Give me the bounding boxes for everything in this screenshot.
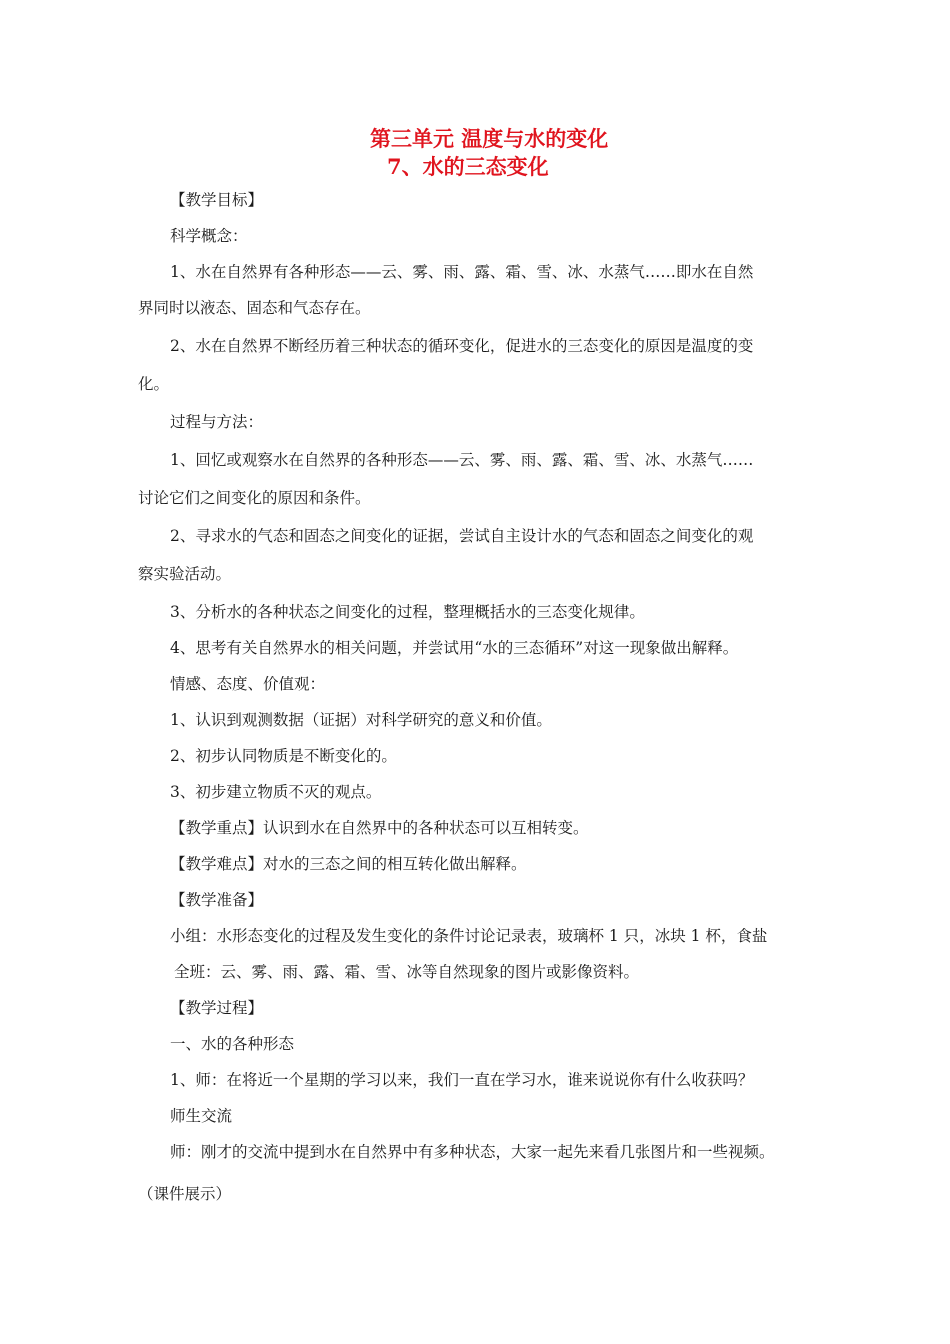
paragraph-line: 1、认识到观测数据（证据）对科学研究的意义和价值。: [170, 711, 552, 729]
subheading-concepts: 科学概念：: [170, 227, 248, 245]
lesson-title: 7、水的三态变化: [387, 154, 549, 179]
paragraph-line: 师：刚才的交流中提到水在自然界中有多种状态，大家一起先来看几张图片和一些视频。: [170, 1143, 775, 1161]
teaching-focus: 【教学重点】认识到水在自然界中的各种状态可以互相转变。: [170, 819, 589, 837]
paragraph-line: （课件展示）: [138, 1185, 232, 1203]
paragraph-line: 师生交流: [170, 1107, 233, 1125]
paragraph-line: 化。: [138, 375, 170, 393]
paragraph-line: 3、初步建立物质不灭的观点。: [170, 783, 382, 801]
paragraph-line: 1、回忆或观察水在自然界的各种形态——云、雾、雨、露、霜、雪、冰、水蒸气……: [170, 451, 754, 469]
paragraph-line: 1、师：在将近一个星期的学习以来，我们一直在学习水，谁来说说你有什么收获吗？: [170, 1071, 754, 1089]
section-heading: 一、水的各种形态: [170, 1035, 295, 1053]
heading-objectives: 【教学目标】: [170, 191, 264, 209]
heading-preparation: 【教学准备】: [170, 891, 264, 909]
paragraph-line: 讨论它们之间变化的原因和条件。: [138, 489, 371, 507]
paragraph-line: 小组：水形态变化的过程及发生变化的条件讨论记录表，玻璃杯 1 只，冰块 1 杯，食盐: [170, 927, 768, 945]
paragraph-line: 全班：云、雾、雨、露、霜、雪、冰等自然现象的图片或影像资料。: [174, 963, 640, 981]
paragraph-line: 1、水在自然界有各种形态——云、雾、雨、露、霜、雪、冰、水蒸气……即水在自然: [170, 263, 754, 281]
paragraph-line: 2、初步认同物质是不断变化的。: [170, 747, 397, 765]
paragraph-line: 界同时以液态、固态和气态存在。: [138, 299, 371, 317]
paragraph-line: 2、寻求水的气态和固态之间变化的证据，尝试自主设计水的气态和固态之间变化的观: [170, 527, 754, 545]
paragraph-line: 察实验活动。: [138, 565, 232, 583]
heading-procedure: 【教学过程】: [170, 999, 264, 1017]
subheading-process: 过程与方法：: [170, 413, 264, 431]
paragraph-line: 2、水在自然界不断经历着三种状态的循环变化，促进水的三态变化的原因是温度的变: [170, 337, 754, 355]
paragraph-line: 4、思考有关自然界水的相关问题，并尝试用“水的三态循环”对这一现象做出解释。: [170, 639, 739, 657]
paragraph-line: 3、分析水的各种状态之间变化的过程，整理概括水的三态变化规律。: [170, 603, 645, 621]
teaching-difficulty: 【教学难点】对水的三态之间的相互转化做出解释。: [170, 855, 527, 873]
unit-title: 第三单元 温度与水的变化: [370, 126, 609, 151]
subheading-values: 情感、态度、价值观：: [170, 675, 326, 693]
